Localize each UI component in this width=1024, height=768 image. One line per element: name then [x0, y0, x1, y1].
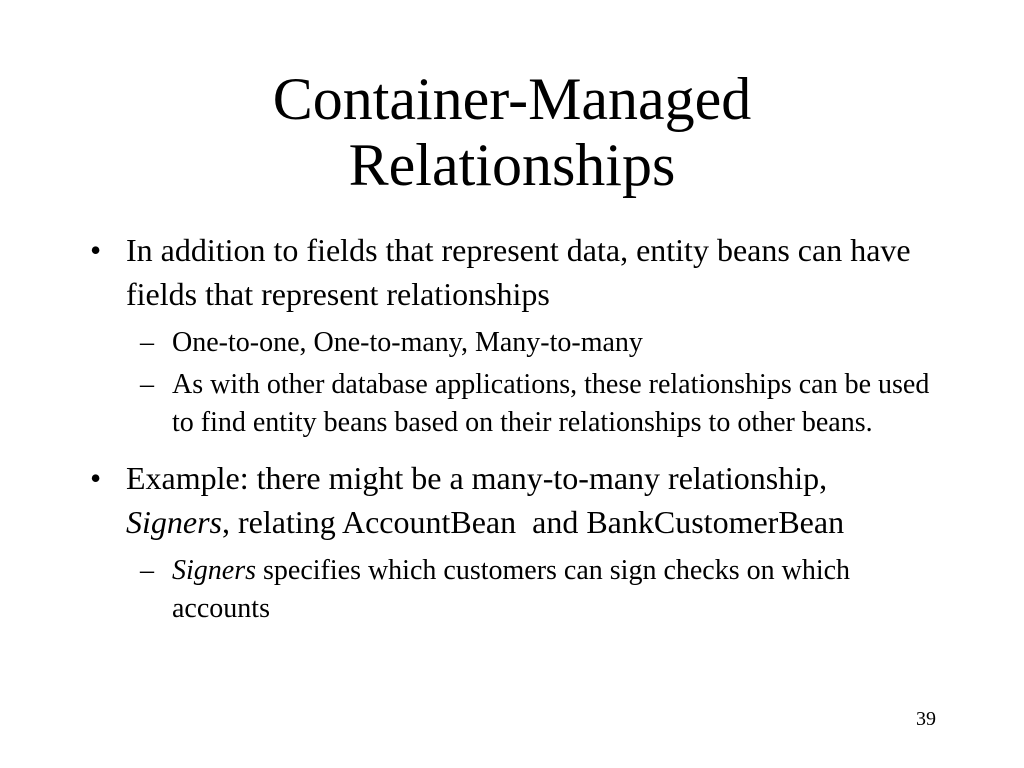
- sub-bullet-text-after: specifies which customers can sign checks on which accounts: [172, 555, 851, 624]
- sub-bullet-text: One-to-one, One-to-many, Many-to-many: [172, 327, 643, 358]
- sub-bullet-item: [0, 552, 1024, 628]
- sub-bullet-text: As with other database applications, these relationships can be used to find entity beans based on their relationships to other beans.: [172, 369, 930, 438]
- sub-bullet-item: [0, 366, 1024, 442]
- sub-bullet-marker: –: [140, 327, 154, 358]
- bullet-text: In addition to fields that represent data, entity beans can have fields that represent relationships: [126, 232, 911, 312]
- page-number: 39: [916, 708, 936, 730]
- slide-body: [0, 228, 1024, 628]
- bullet-item: [0, 228, 1024, 316]
- sub-bullet-text-italic: Signers: [172, 555, 256, 586]
- bullet-text-italic: Signers: [126, 504, 222, 540]
- sub-bullet-marker: –: [140, 369, 154, 400]
- bullet-text-before: Example: there might be a many-to-many relationship,: [126, 460, 844, 496]
- bullet-marker: •: [90, 232, 102, 268]
- bullet-text-after: , relating AccountBean and BankCustomerBean: [222, 504, 845, 540]
- sub-bullet-item: [0, 324, 1024, 362]
- bullet-marker: •: [90, 460, 102, 496]
- slide-title-line-1: Container-Managed: [272, 66, 752, 132]
- bullet-item: [0, 456, 1024, 544]
- slide-title: [0, 66, 1024, 198]
- slide-title-line-2: Relationships: [348, 132, 676, 198]
- sub-bullet-marker: –: [140, 555, 154, 586]
